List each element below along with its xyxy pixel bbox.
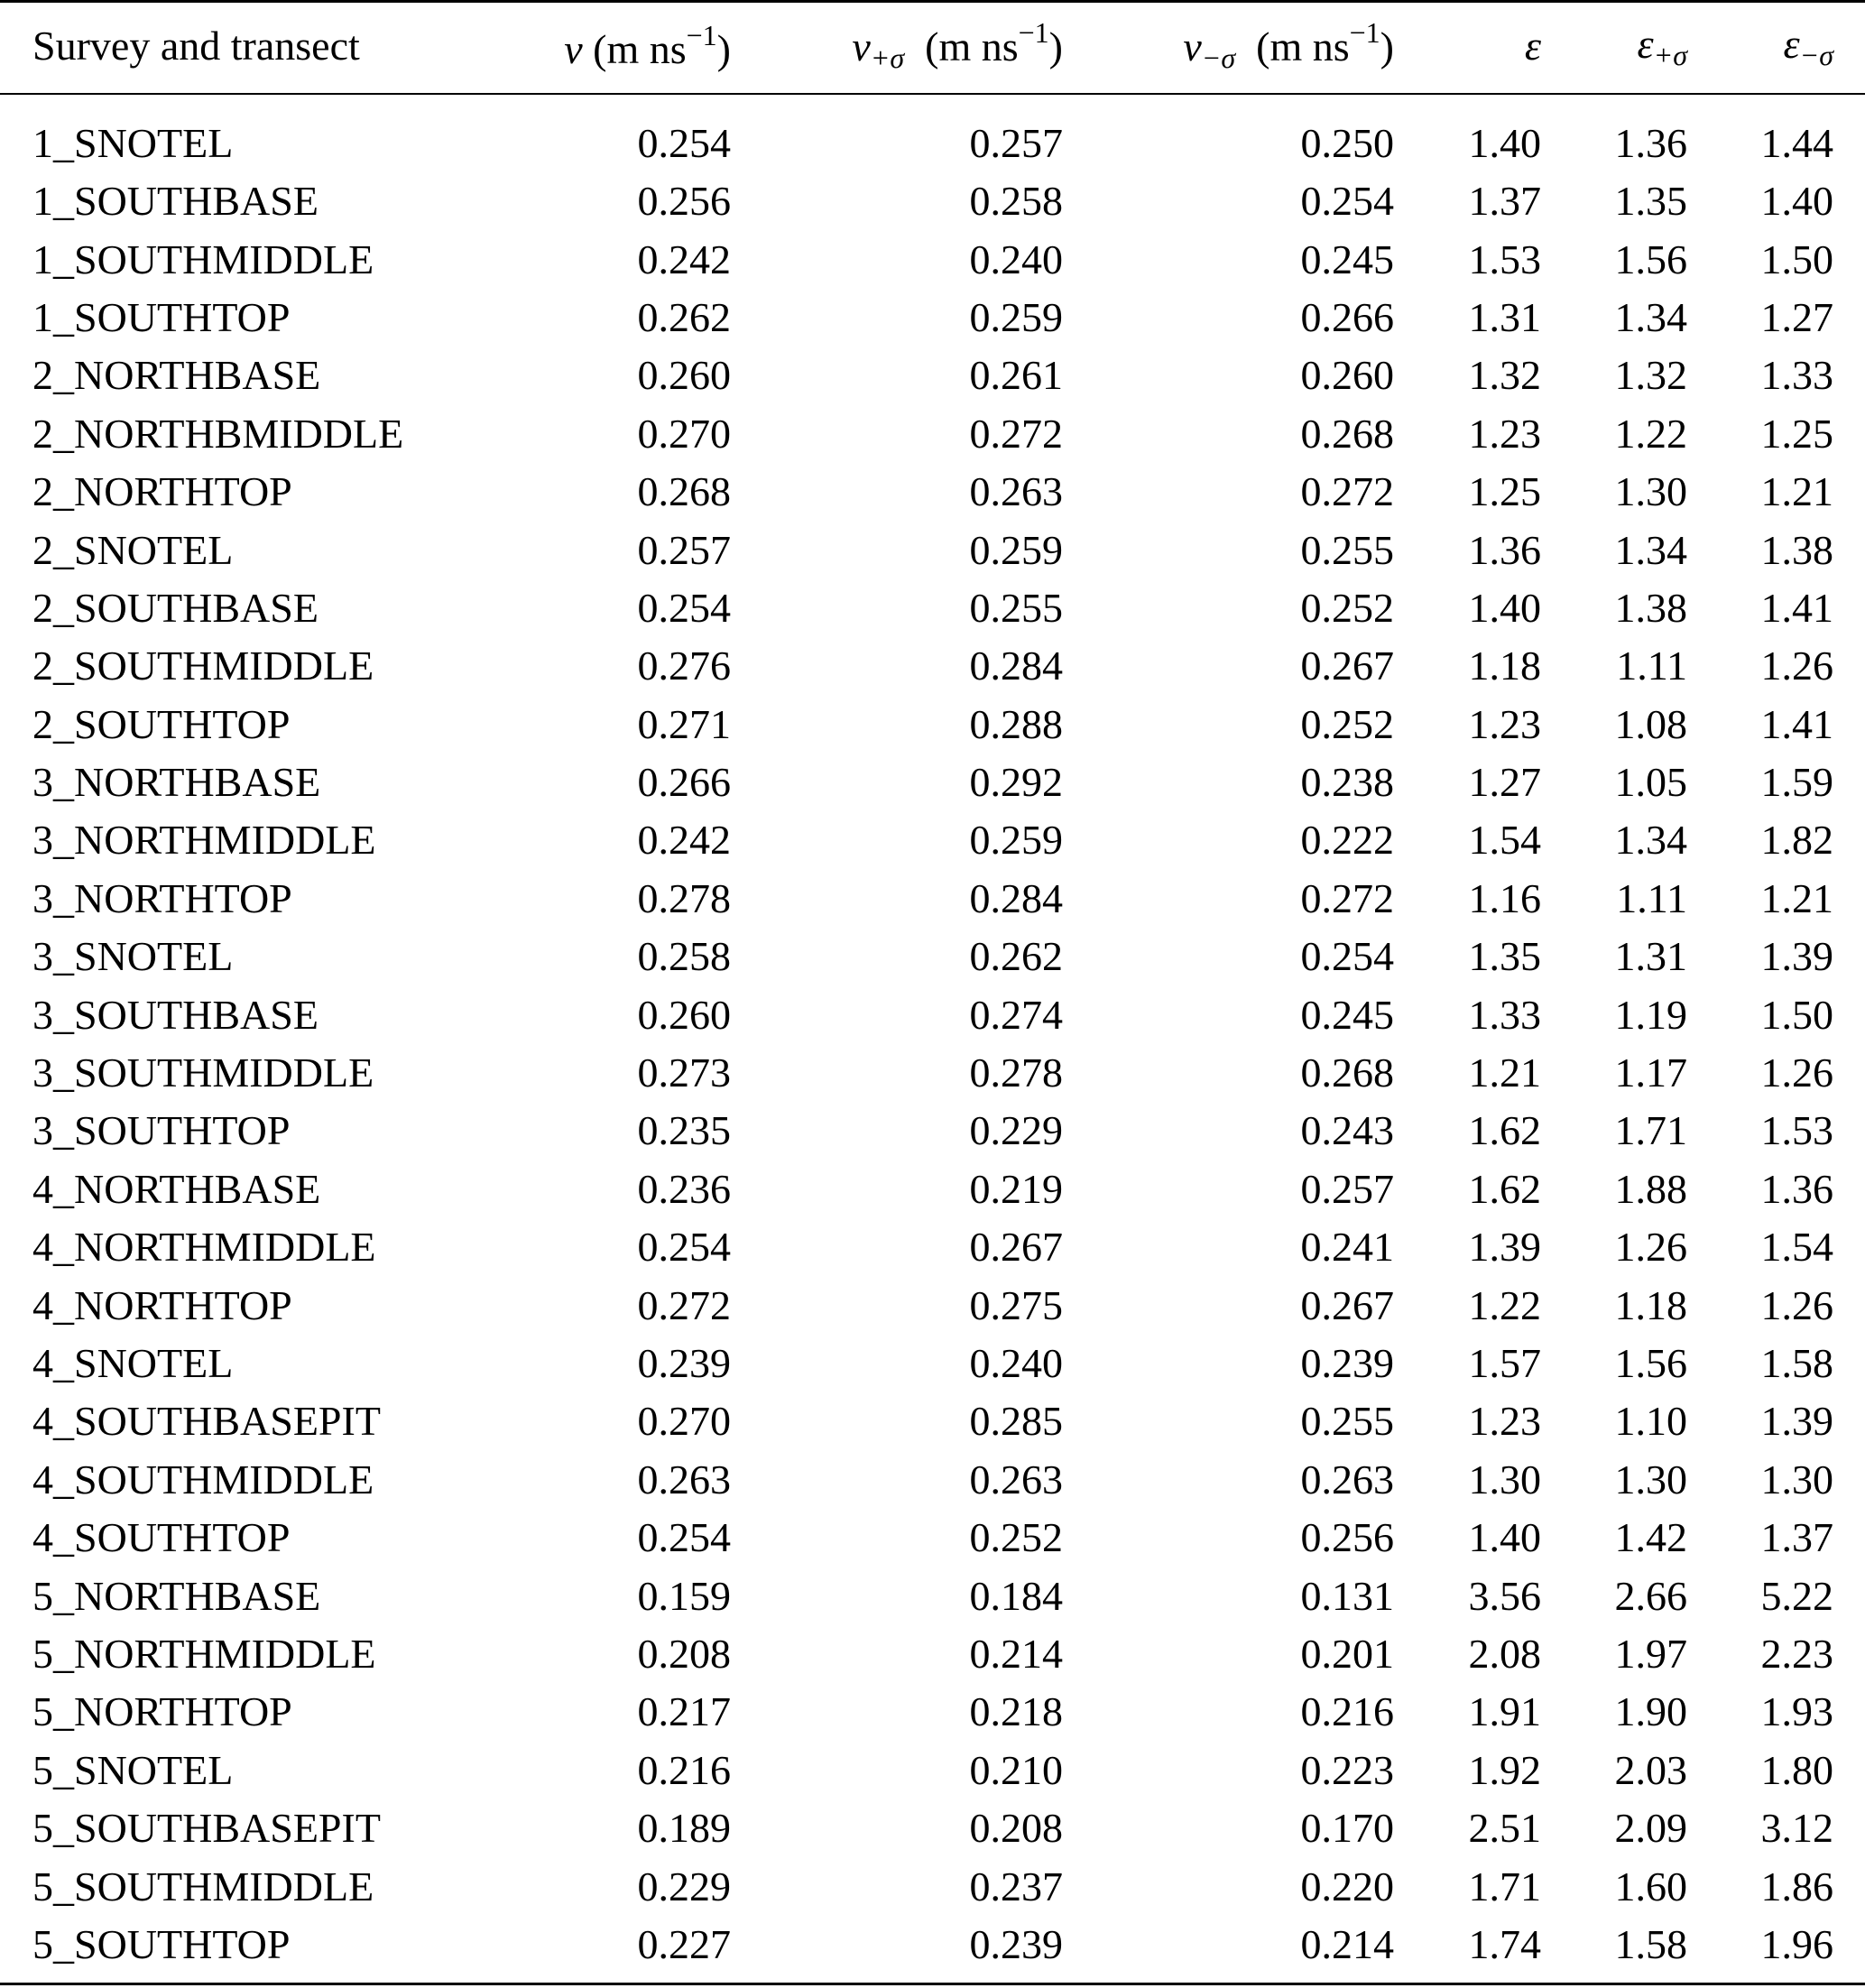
cell-survey: 5_NORTHMIDDLE [32,1630,376,1677]
cell-v: 0.278 [637,874,731,921]
cell-v-plus-sigma: 0.258 [969,178,1063,225]
cell-survey: 2_SOUTHMIDDLE [32,643,374,689]
cell-epsilon-plus-sigma: 1.71 [1614,1107,1687,1154]
cell-v-minus-sigma: 0.256 [1300,1514,1394,1561]
cell-v-plus-sigma: 0.208 [969,1805,1063,1852]
cell-epsilon-plus-sigma: 1.97 [1614,1630,1687,1677]
cell-v: 0.159 [637,1572,731,1619]
cell-survey: 5_SOUTHTOP [32,1920,291,1967]
table-row [0,1335,1865,1392]
table-row [0,985,1865,1043]
cell-survey: 5_SNOTEL [32,1746,234,1793]
cell-v-minus-sigma: 0.254 [1300,933,1394,980]
cell-v-minus-sigma: 0.239 [1300,1340,1394,1386]
cell-epsilon-minus-sigma: 1.21 [1760,874,1833,921]
cell-epsilon: 1.33 [1468,991,1541,1038]
cell-v-plus-sigma: 0.285 [969,1398,1063,1445]
cell-epsilon: 1.57 [1468,1340,1541,1386]
cell-survey: 4_SNOTEL [32,1340,234,1386]
cell-v-minus-sigma: 0.250 [1300,120,1394,166]
cell-survey: 4_NORTHTOP [32,1281,292,1328]
cell-epsilon: 1.74 [1468,1920,1541,1967]
cell-survey: 4_NORTHBASE [32,1165,321,1212]
cell-epsilon-minus-sigma: 1.38 [1760,526,1833,573]
cell-v-minus-sigma: 0.245 [1300,991,1394,1038]
cell-epsilon: 1.40 [1468,120,1541,166]
header-survey: Survey and transect [32,23,360,69]
cell-v-plus-sigma: 0.184 [969,1572,1063,1619]
cell-v: 0.271 [637,700,731,747]
cell-epsilon-plus-sigma: 1.60 [1614,1863,1687,1909]
cell-epsilon-plus-sigma: 1.90 [1614,1688,1687,1735]
cell-epsilon: 1.62 [1468,1165,1541,1212]
cell-v: 0.216 [637,1746,731,1793]
cell-epsilon: 1.62 [1468,1107,1541,1154]
cell-v: 0.262 [637,293,731,340]
cell-epsilon-minus-sigma: 1.21 [1760,468,1833,515]
table-row [0,754,1865,811]
cell-v-plus-sigma: 0.284 [969,874,1063,921]
table-row [0,1742,1865,1799]
cell-v-minus-sigma: 0.267 [1300,1281,1394,1328]
cell-v-minus-sigma: 0.254 [1300,178,1394,225]
cell-v-plus-sigma: 0.278 [969,1049,1063,1096]
cell-v-plus-sigma: 0.255 [969,584,1063,631]
cell-survey: 4_SOUTHMIDDLE [32,1456,374,1503]
cell-survey: 2_NORTHBASE [32,352,321,399]
header-v-minus-sigma: $v_{-\sigma}$ (m $ns^{-1}$) [1183,16,1394,74]
cell-v-plus-sigma: 0.259 [969,526,1063,573]
cell-v-minus-sigma: 0.268 [1300,410,1394,457]
cell-v-minus-sigma: 0.214 [1300,1920,1394,1967]
cell-v-minus-sigma: 0.255 [1300,526,1394,573]
cell-v-minus-sigma: 0.255 [1300,1398,1394,1445]
cell-v-plus-sigma: 0.257 [969,120,1063,166]
cell-epsilon: 1.25 [1468,468,1541,515]
cell-epsilon: 2.51 [1468,1805,1541,1852]
cell-epsilon-minus-sigma: 1.58 [1760,1340,1833,1386]
cell-v-minus-sigma: 0.267 [1300,643,1394,689]
cell-v: 0.217 [637,1688,731,1735]
table-row [0,1916,1865,1974]
cell-epsilon-minus-sigma: 1.59 [1760,759,1833,806]
cell-v: 0.236 [637,1165,731,1212]
cell-epsilon-plus-sigma: 1.38 [1614,584,1687,631]
cell-epsilon: 2.08 [1468,1630,1541,1677]
cell-v: 0.260 [637,991,731,1038]
table-row [0,870,1865,928]
cell-v: 0.273 [637,1049,731,1096]
table-row [0,1567,1865,1624]
cell-v-plus-sigma: 0.267 [969,1224,1063,1271]
cell-v: 0.227 [637,1920,731,1967]
cell-v-minus-sigma: 0.272 [1300,874,1394,921]
table-row [0,1799,1865,1857]
cell-v-plus-sigma: 0.240 [969,236,1063,282]
cell-v-plus-sigma: 0.262 [969,933,1063,980]
cell-v-plus-sigma: 0.284 [969,643,1063,689]
cell-v-plus-sigma: 0.274 [969,991,1063,1038]
cell-epsilon: 1.27 [1468,759,1541,806]
cell-v-minus-sigma: 0.222 [1300,817,1394,864]
cell-epsilon: 1.32 [1468,352,1541,399]
cell-epsilon-minus-sigma: 1.26 [1760,1049,1833,1096]
cell-survey: 3_SOUTHMIDDLE [32,1049,374,1096]
cell-epsilon-plus-sigma: 1.36 [1614,120,1687,166]
cell-survey: 3_SOUTHBASE [32,991,319,1038]
cell-v: 0.242 [637,817,731,864]
cell-epsilon-plus-sigma: 1.18 [1614,1281,1687,1328]
cell-v-plus-sigma: 0.292 [969,759,1063,806]
cell-v: 0.266 [637,759,731,806]
cell-v: 0.239 [637,1340,731,1386]
cell-epsilon-plus-sigma: 2.09 [1614,1805,1687,1852]
table-row [0,1276,1865,1334]
table-row [0,928,1865,985]
cell-epsilon-plus-sigma: 1.22 [1614,410,1687,457]
cell-v: 0.242 [637,236,731,282]
cell-survey: 5_SOUTHBASEPIT [32,1805,381,1852]
cell-epsilon: 1.23 [1468,410,1541,457]
table-row [0,1625,1865,1683]
cell-epsilon-plus-sigma: 2.66 [1614,1572,1687,1619]
table-row [0,230,1865,288]
cell-epsilon: 1.71 [1468,1863,1541,1909]
cell-v-plus-sigma: 0.214 [969,1630,1063,1677]
cell-v-plus-sigma: 0.275 [969,1281,1063,1328]
cell-survey: 5_NORTHBASE [32,1572,321,1619]
cell-epsilon: 1.16 [1468,874,1541,921]
cell-v-minus-sigma: 0.216 [1300,1688,1394,1735]
cell-epsilon: 1.35 [1468,933,1541,980]
table-row [0,289,1865,347]
cell-epsilon: 1.30 [1468,1456,1541,1503]
header-v-plus-sigma: $v_{+\sigma}$ (m $ns^{-1}$) [852,16,1063,74]
cell-survey: 2_SOUTHTOP [32,700,291,747]
cell-survey: 2_NORTHTOP [32,468,292,515]
cell-epsilon-minus-sigma: 3.12 [1760,1805,1833,1852]
table-row [0,1509,1865,1567]
cell-v: 0.270 [637,1398,731,1445]
cell-v-minus-sigma: 0.201 [1300,1630,1394,1677]
table-row [0,463,1865,521]
cell-survey: 1_SNOTEL [32,120,234,166]
cell-survey: 3_NORTHMIDDLE [32,817,376,864]
cell-epsilon-plus-sigma: 1.42 [1614,1514,1687,1561]
cell-epsilon-plus-sigma: 1.56 [1614,236,1687,282]
cell-epsilon-plus-sigma: 1.34 [1614,293,1687,340]
bottom-rule [0,1983,1865,1985]
cell-v-plus-sigma: 0.263 [969,1456,1063,1503]
cell-epsilon-minus-sigma: 1.41 [1760,700,1833,747]
header-epsilon-plus-sigma: $\varepsilon_{+\sigma}$ [1637,20,1687,71]
cell-epsilon-plus-sigma: 1.19 [1614,991,1687,1038]
cell-survey: 1_SOUTHMIDDLE [32,236,374,282]
cell-v-plus-sigma: 0.229 [969,1107,1063,1154]
table-row [0,1857,1865,1915]
cell-v-minus-sigma: 0.252 [1300,700,1394,747]
table-row [0,1392,1865,1450]
cell-v-minus-sigma: 0.266 [1300,293,1394,340]
cell-v: 0.254 [637,584,731,631]
cell-epsilon-minus-sigma: 1.86 [1760,1863,1833,1909]
cell-epsilon-plus-sigma: 1.31 [1614,933,1687,980]
cell-v-plus-sigma: 0.210 [969,1746,1063,1793]
cell-epsilon: 1.21 [1468,1049,1541,1096]
cell-v-minus-sigma: 0.223 [1300,1746,1394,1793]
cell-epsilon-minus-sigma: 1.50 [1760,236,1833,282]
cell-v: 0.258 [637,933,731,980]
cell-epsilon-minus-sigma: 1.39 [1760,1398,1833,1445]
cell-v: 0.235 [637,1107,731,1154]
table-row [0,1044,1865,1102]
cell-epsilon-plus-sigma: 1.88 [1614,1165,1687,1212]
cell-epsilon-plus-sigma: 1.56 [1614,1340,1687,1386]
header-epsilon: ε [1524,23,1541,69]
cell-v-minus-sigma: 0.220 [1300,1863,1394,1909]
cell-epsilon: 1.31 [1468,293,1541,340]
cell-epsilon-minus-sigma: 1.36 [1760,1165,1833,1212]
cell-epsilon-minus-sigma: 1.30 [1760,1456,1833,1503]
cell-epsilon-plus-sigma: 1.05 [1614,759,1687,806]
cell-survey: 4_SOUTHTOP [32,1514,291,1561]
cell-v-minus-sigma: 0.252 [1300,584,1394,631]
cell-v-minus-sigma: 0.245 [1300,236,1394,282]
cell-v-plus-sigma: 0.219 [969,1165,1063,1212]
cell-epsilon-minus-sigma: 1.25 [1760,410,1833,457]
cell-epsilon-minus-sigma: 1.44 [1760,120,1833,166]
cell-v: 0.256 [637,178,731,225]
cell-survey: 2_SNOTEL [32,526,234,573]
cell-epsilon-minus-sigma: 1.54 [1760,1224,1833,1271]
table-row [0,1451,1865,1509]
cell-epsilon-minus-sigma: 2.23 [1760,1630,1833,1677]
cell-survey: 4_SOUTHBASEPIT [32,1398,381,1445]
cell-epsilon-minus-sigma: 1.27 [1760,293,1833,340]
cell-v-minus-sigma: 0.268 [1300,1049,1394,1096]
cell-epsilon-minus-sigma: 1.26 [1760,643,1833,689]
table-row [0,405,1865,463]
cell-v-minus-sigma: 0.238 [1300,759,1394,806]
table-row [0,811,1865,869]
table-row [0,1218,1865,1276]
cell-epsilon-minus-sigma: 1.37 [1760,1514,1833,1561]
cell-epsilon: 1.22 [1468,1281,1541,1328]
cell-epsilon-plus-sigma: 1.30 [1614,468,1687,515]
cell-epsilon-plus-sigma: 1.11 [1616,643,1687,689]
cell-v-plus-sigma: 0.261 [969,352,1063,399]
table-row [0,1160,1865,1218]
cell-epsilon-plus-sigma: 1.58 [1614,1920,1687,1967]
cell-epsilon-minus-sigma: 1.53 [1760,1107,1833,1154]
cell-epsilon-minus-sigma: 1.82 [1760,817,1833,864]
cell-epsilon-plus-sigma: 2.03 [1614,1746,1687,1793]
table-row [0,172,1865,230]
cell-survey: 3_NORTHBASE [32,759,321,806]
cell-v-plus-sigma: 0.237 [969,1863,1063,1909]
cell-epsilon: 1.54 [1468,817,1541,864]
cell-epsilon-plus-sigma: 1.35 [1614,178,1687,225]
cell-v: 0.189 [637,1805,731,1852]
cell-v-minus-sigma: 0.170 [1300,1805,1394,1852]
cell-epsilon: 1.18 [1468,643,1541,689]
cell-survey: 2_SOUTHBASE [32,584,319,631]
cell-v: 0.272 [637,1281,731,1328]
cell-survey: 4_NORTHMIDDLE [32,1224,376,1271]
cell-survey: 5_NORTHTOP [32,1688,292,1735]
cell-epsilon-plus-sigma: 1.34 [1614,526,1687,573]
cell-v: 0.254 [637,1514,731,1561]
cell-survey: 1_SOUTHBASE [32,178,319,225]
cell-v: 0.208 [637,1630,731,1677]
cell-v-minus-sigma: 0.260 [1300,352,1394,399]
cell-epsilon-minus-sigma: 1.26 [1760,1281,1833,1328]
table-row [0,347,1865,404]
cell-epsilon-plus-sigma: 1.08 [1614,700,1687,747]
cell-epsilon-plus-sigma: 1.30 [1614,1456,1687,1503]
cell-epsilon-plus-sigma: 1.11 [1616,874,1687,921]
cell-epsilon: 3.56 [1468,1572,1541,1619]
cell-epsilon: 1.36 [1468,526,1541,573]
cell-epsilon-minus-sigma: 1.80 [1760,1746,1833,1793]
cell-v-plus-sigma: 0.218 [969,1688,1063,1735]
cell-v-plus-sigma: 0.288 [969,700,1063,747]
cell-v: 0.254 [637,120,731,166]
cell-v-plus-sigma: 0.263 [969,468,1063,515]
header-v: v (m $ns^{-1}$) [564,18,731,72]
cell-v-minus-sigma: 0.241 [1300,1224,1394,1271]
cell-epsilon: 1.39 [1468,1224,1541,1271]
cell-v-plus-sigma: 0.259 [969,293,1063,340]
cell-v: 0.229 [637,1863,731,1909]
cell-epsilon: 1.23 [1468,700,1541,747]
header-epsilon-minus-sigma: $\varepsilon_{-\sigma}$ [1783,20,1833,71]
cell-survey: 1_SOUTHTOP [32,293,291,340]
cell-v: 0.270 [637,410,731,457]
cell-survey: 3_SOUTHTOP [32,1107,291,1154]
cell-epsilon-plus-sigma: 1.34 [1614,817,1687,864]
cell-epsilon: 1.92 [1468,1746,1541,1793]
cell-epsilon: 1.53 [1468,236,1541,282]
cell-epsilon-plus-sigma: 1.32 [1614,352,1687,399]
cell-epsilon: 1.91 [1468,1688,1541,1735]
cell-v: 0.276 [637,643,731,689]
cell-v: 0.260 [637,352,731,399]
cell-epsilon-plus-sigma: 1.10 [1614,1398,1687,1445]
cell-v: 0.257 [637,526,731,573]
cell-epsilon-minus-sigma: 1.40 [1760,178,1833,225]
cell-v-minus-sigma: 0.263 [1300,1456,1394,1503]
table-row [0,579,1865,637]
cell-v-minus-sigma: 0.243 [1300,1107,1394,1154]
cell-survey: 3_SNOTEL [32,933,234,980]
cell-v-plus-sigma: 0.259 [969,817,1063,864]
cell-epsilon-minus-sigma: 1.39 [1760,933,1833,980]
cell-epsilon: 1.40 [1468,1514,1541,1561]
cell-survey: 2_NORTHBMIDDLE [32,410,404,457]
cell-epsilon-minus-sigma: 1.93 [1760,1688,1833,1735]
cell-v-minus-sigma: 0.272 [1300,468,1394,515]
cell-v-minus-sigma: 0.257 [1300,1165,1394,1212]
cell-v: 0.254 [637,1224,731,1271]
cell-epsilon-minus-sigma: 5.22 [1760,1572,1833,1619]
cell-v-minus-sigma: 0.131 [1300,1572,1394,1619]
table-row [0,521,1865,578]
cell-epsilon-minus-sigma: 1.33 [1760,352,1833,399]
cell-v: 0.263 [637,1456,731,1503]
cell-epsilon: 1.37 [1468,178,1541,225]
cell-epsilon: 1.23 [1468,1398,1541,1445]
cell-epsilon-minus-sigma: 1.96 [1760,1920,1833,1967]
cell-epsilon-minus-sigma: 1.50 [1760,991,1833,1038]
cell-v-plus-sigma: 0.240 [969,1340,1063,1386]
table-body [0,95,1865,1974]
table-row [0,95,1865,172]
cell-v-plus-sigma: 0.272 [969,410,1063,457]
header-row [0,0,1865,95]
table-row [0,1683,1865,1741]
table-row [0,696,1865,754]
cell-epsilon-plus-sigma: 1.17 [1614,1049,1687,1096]
table-row [0,637,1865,695]
cell-epsilon-minus-sigma: 1.41 [1760,584,1833,631]
cell-survey: 3_NORTHTOP [32,874,292,921]
cell-v-plus-sigma: 0.252 [969,1514,1063,1561]
cell-epsilon: 1.40 [1468,584,1541,631]
table-row [0,1102,1865,1160]
cell-v: 0.268 [637,468,731,515]
cell-epsilon-plus-sigma: 1.26 [1614,1224,1687,1271]
cell-v-plus-sigma: 0.239 [969,1920,1063,1967]
cell-survey: 5_SOUTHMIDDLE [32,1863,374,1909]
